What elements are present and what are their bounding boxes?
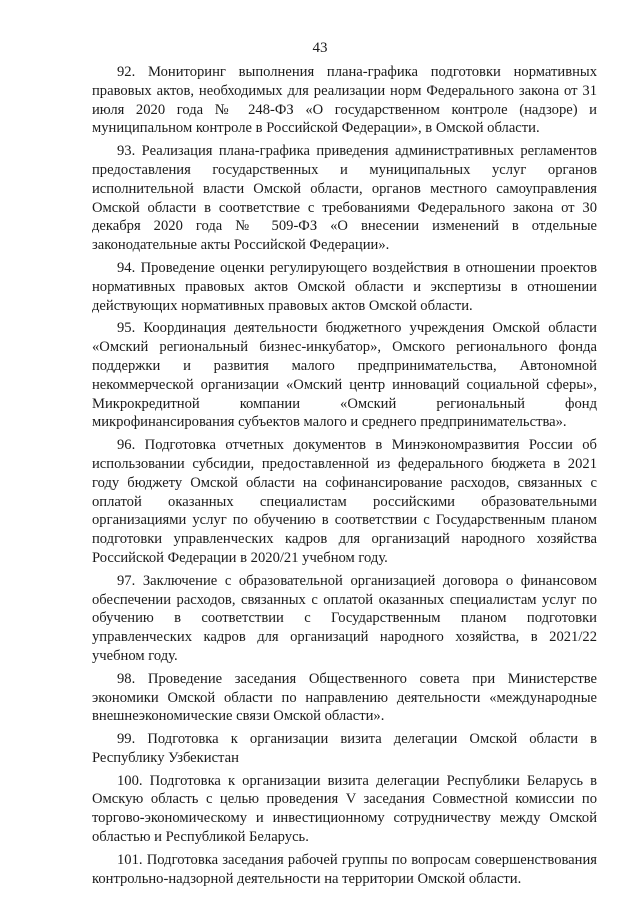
- item-text: Реализация плана-графика приведения административных регламентов предоставления государственных и муниципальных услуг органов исполнительной власти Омской области, органов местного самоуправления Омской области в соответствие с требованиями Федерального закона от 30 декабря 2020 года № 509-ФЗ «О внесении изменений в отдельные законодательные акты Российской Федерации».: [92, 143, 597, 254]
- list-item: [92, 142, 597, 255]
- item-text: Проведение оценки регулирующего воздействия в отношении проектов нормативных правовых актов Омской области и экспертизы в отношении действующих нормативных правовых актов Омской области.: [92, 259, 597, 314]
- item-text: Мониторинг выполнения плана-графика подготовки нормативных правовых актов, необходимых для реализации норм Федерального закона от 31 июля 2020 года № 248-ФЗ «О государственном контроле (надзоре) и муниципальном контроле в Российской Федерации», в Омской области.: [92, 64, 597, 137]
- item-text: Подготовка отчетных документов в Минэкономразвития России об использовании субсидии, предоставленной из федерального бюджета в 2021 году бюджету Омской области на софинансирование расходов, связанных с оплатой оказанных специалистам российскими образовательными организациями услуг по обучению в соответствии с Государственным планом подготовки управленческих кадров для организаций народного хозяйства Российской Федерации в 2020/21 учебном году.: [92, 437, 597, 566]
- list-item: [92, 319, 597, 432]
- list-item: [92, 772, 597, 847]
- item-number: 97.: [117, 572, 136, 589]
- item-number: 94.: [117, 259, 136, 276]
- list-item: [92, 63, 597, 138]
- item-number: 95.: [117, 320, 136, 337]
- item-number: 92.: [117, 64, 136, 80]
- item-text: Подготовка к организации визита делегации Омской области в Республику Узбекистан: [92, 731, 598, 766]
- item-text: Подготовка заседания рабочей группы по вопросам совершенствования контрольно-надзорной деятельности на территории Омской области.: [92, 851, 597, 887]
- item-text: Подготовка к организации визита делегации Республики Беларусь в Омскую область с целью проведения V заседания Совместной комиссии по торгово-экономическому и инвестиционному сотрудничеству между Омской областью и Республикой Беларусь.: [92, 772, 597, 846]
- item-number: 101.: [117, 851, 143, 868]
- page-number: 43: [312, 40, 328, 56]
- list-item: [92, 259, 597, 315]
- list-item: [92, 572, 597, 666]
- list-item: [92, 670, 597, 726]
- list-item: [92, 436, 597, 568]
- item-number: 99.: [117, 731, 136, 748]
- item-number: 93.: [117, 143, 136, 160]
- list-item: [92, 851, 597, 889]
- item-number: 98.: [117, 670, 136, 687]
- item-text: Координация деятельности бюджетного учреждения Омской области «Омский региональный бизнес-инкубатор», Омского регионального фонда поддержки и развития малого предпринимательства, Автономной некоммерческой организации «Омский центр инноваций социальной сферы», Микрокредитной компании «Омский региональный фонд микрофинансирования субъектов малого и среднего предпринимательства».: [92, 320, 597, 431]
- item-number: 96.: [117, 437, 136, 454]
- item-list: [92, 63, 597, 892]
- item-number: 100.: [117, 772, 143, 789]
- list-item: [92, 730, 597, 768]
- item-text: Проведение заседания Общественного совета при Министерстве экономики Омской области по направлению деятельности «международные внешнеэкономические связи Омской области».: [92, 670, 597, 725]
- item-text: Заключение с образовательной организацией договора о финансовом обеспечении расходов, связанных с оплатой оказанных специалистам услуг по обучению в соответствии с Государственным планом подготовки управленческих кадров для организаций народного хозяйства, в 2021/22 учебном году.: [92, 572, 597, 664]
